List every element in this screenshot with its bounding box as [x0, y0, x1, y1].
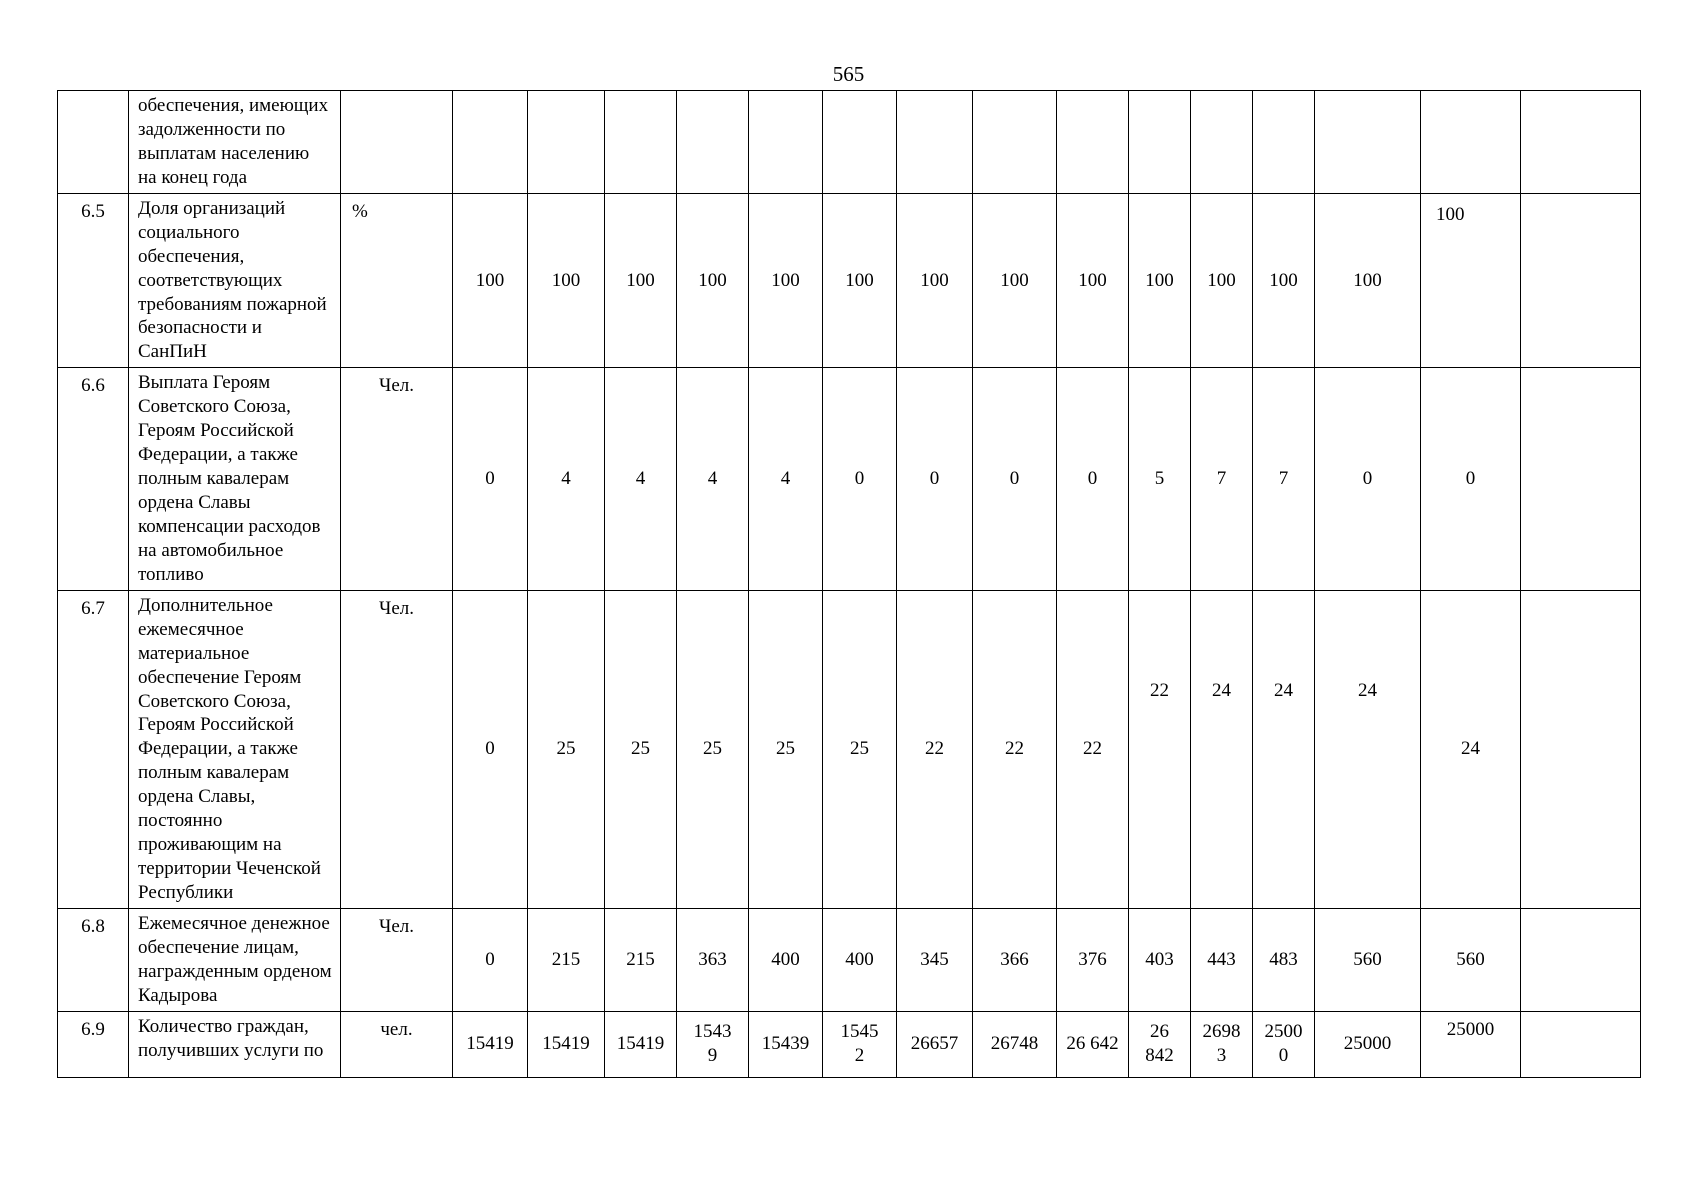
value-cell [1421, 91, 1521, 194]
table-row [58, 193, 1641, 368]
table-row [58, 590, 1641, 908]
value-cell: 26 642 [1057, 1011, 1129, 1077]
value-cell: 0 [897, 368, 973, 590]
value-cell: 24 [1315, 590, 1421, 908]
value-cell: 25000 [1421, 1011, 1521, 1077]
empty-cell [1521, 1011, 1641, 1077]
page-number: 565 [832, 62, 865, 86]
value-cell: 25 [605, 590, 677, 908]
value-cell: 25000 [1253, 1011, 1315, 1077]
indicator-name-cell: Ежемесячное денежное обеспечение лицам, награжденным орденом Кадырова [129, 908, 341, 1011]
value-cell: 100 [1057, 193, 1129, 368]
value-cell: 22 [1057, 590, 1129, 908]
empty-cell [1521, 91, 1641, 194]
value-cell: 400 [749, 908, 823, 1011]
value-cell [897, 91, 973, 194]
value-cell: 5 [1129, 368, 1191, 590]
value-cell: 15419 [528, 1011, 605, 1077]
value-cell: 4 [749, 368, 823, 590]
value-cell: 443 [1191, 908, 1253, 1011]
value-cell [453, 91, 528, 194]
value-cell: 24 [1421, 590, 1521, 908]
value-cell: 26 842 [1129, 1011, 1191, 1077]
value-cell [1315, 91, 1421, 194]
value-cell [1191, 91, 1253, 194]
value-cell: 0 [453, 908, 528, 1011]
value-cell: 363 [677, 908, 749, 1011]
row-number-cell: 6.5 [58, 193, 129, 368]
value-cell: 560 [1315, 908, 1421, 1011]
value-cell: 560 [1421, 908, 1521, 1011]
empty-cell [1521, 908, 1641, 1011]
indicators-table [57, 90, 1641, 1078]
value-cell [973, 91, 1057, 194]
value-cell: 0 [453, 590, 528, 908]
value-cell: 0 [823, 368, 897, 590]
value-cell: 100 [677, 193, 749, 368]
value-cell [1129, 91, 1191, 194]
value-cell: 0 [1421, 368, 1521, 590]
row-number-cell: 6.8 [58, 908, 129, 1011]
value-cell: 15439 [677, 1011, 749, 1077]
value-cell: 22 [1129, 590, 1191, 908]
unit-cell: % [341, 193, 453, 368]
value-cell [677, 91, 749, 194]
value-cell: 24 [1253, 590, 1315, 908]
row-number-cell: 6.6 [58, 368, 129, 590]
value-cell: 4 [677, 368, 749, 590]
table-row [58, 1011, 1641, 1077]
value-cell [528, 91, 605, 194]
unit-cell: Чел. [341, 368, 453, 590]
value-cell: 22 [973, 590, 1057, 908]
value-cell: 15419 [605, 1011, 677, 1077]
value-cell [823, 91, 897, 194]
table-row [58, 91, 1641, 194]
value-cell: 100 [973, 193, 1057, 368]
value-cell: 215 [605, 908, 677, 1011]
table-row [58, 908, 1641, 1011]
indicator-name-cell: Выплата Героям Советского Союза, Героям Российской Федерации, а также полным кавалерам ордена Славы компенсации расходов на автомобильное топливо [129, 368, 341, 590]
value-cell: 0 [1315, 368, 1421, 590]
value-cell: 4 [528, 368, 605, 590]
value-cell [605, 91, 677, 194]
value-cell: 25 [528, 590, 605, 908]
value-cell: 15439 [749, 1011, 823, 1077]
empty-cell [1521, 193, 1641, 368]
value-cell [1057, 91, 1129, 194]
row-number-cell: 6.9 [58, 1011, 129, 1077]
value-cell: 400 [823, 908, 897, 1011]
value-cell: 22 [897, 590, 973, 908]
value-cell: 25 [823, 590, 897, 908]
indicator-name-cell: Доля организаций социального обеспечения, соответствующих требованиям пожарной безопасности и СанПиН [129, 193, 341, 368]
value-cell: 100 [605, 193, 677, 368]
value-cell: 366 [973, 908, 1057, 1011]
value-cell: 7 [1191, 368, 1253, 590]
value-cell: 25 [677, 590, 749, 908]
value-cell: 376 [1057, 908, 1129, 1011]
indicator-name-cell: Дополнительное ежемесячное материальное обеспечение Героям Советского Союза, Героям Российской Федерации, а также полным кавалерам ордена Славы, постоянно проживающим на территории Чеченской Республики [129, 590, 341, 908]
value-cell: 7 [1253, 368, 1315, 590]
value-cell: 15452 [823, 1011, 897, 1077]
value-cell: 25 [749, 590, 823, 908]
value-cell: 100 [749, 193, 823, 368]
value-cell: 4 [605, 368, 677, 590]
value-cell: 26657 [897, 1011, 973, 1077]
empty-cell [1521, 590, 1641, 908]
value-cell: 403 [1129, 908, 1191, 1011]
value-cell: 26748 [973, 1011, 1057, 1077]
value-cell: 15419 [453, 1011, 528, 1077]
value-cell: 345 [897, 908, 973, 1011]
value-cell: 26983 [1191, 1011, 1253, 1077]
value-cell [1253, 91, 1315, 194]
value-cell: 100 [1421, 193, 1521, 368]
empty-cell [1521, 368, 1641, 590]
value-cell: 100 [1129, 193, 1191, 368]
value-cell: 100 [823, 193, 897, 368]
value-cell: 100 [1253, 193, 1315, 368]
indicator-name-cell: обеспечения, имеющих задолженности по выплатам населению на конец года [129, 91, 341, 194]
row-number-cell: 6.7 [58, 590, 129, 908]
value-cell: 0 [453, 368, 528, 590]
value-cell: 25000 [1315, 1011, 1421, 1077]
unit-cell [341, 91, 453, 194]
value-cell: 215 [528, 908, 605, 1011]
indicator-name-cell: Количество граждан, получивших услуги по [129, 1011, 341, 1077]
row-number-cell [58, 91, 129, 194]
value-cell: 100 [528, 193, 605, 368]
value-cell: 100 [1315, 193, 1421, 368]
unit-cell: Чел. [341, 908, 453, 1011]
table-row [58, 368, 1641, 590]
value-cell [749, 91, 823, 194]
value-cell: 100 [1191, 193, 1253, 368]
value-cell: 0 [973, 368, 1057, 590]
value-cell: 100 [453, 193, 528, 368]
value-cell: 24 [1191, 590, 1253, 908]
unit-cell: чел. [341, 1011, 453, 1077]
value-cell: 0 [1057, 368, 1129, 590]
value-cell: 100 [897, 193, 973, 368]
value-cell: 483 [1253, 908, 1315, 1011]
unit-cell: Чел. [341, 590, 453, 908]
